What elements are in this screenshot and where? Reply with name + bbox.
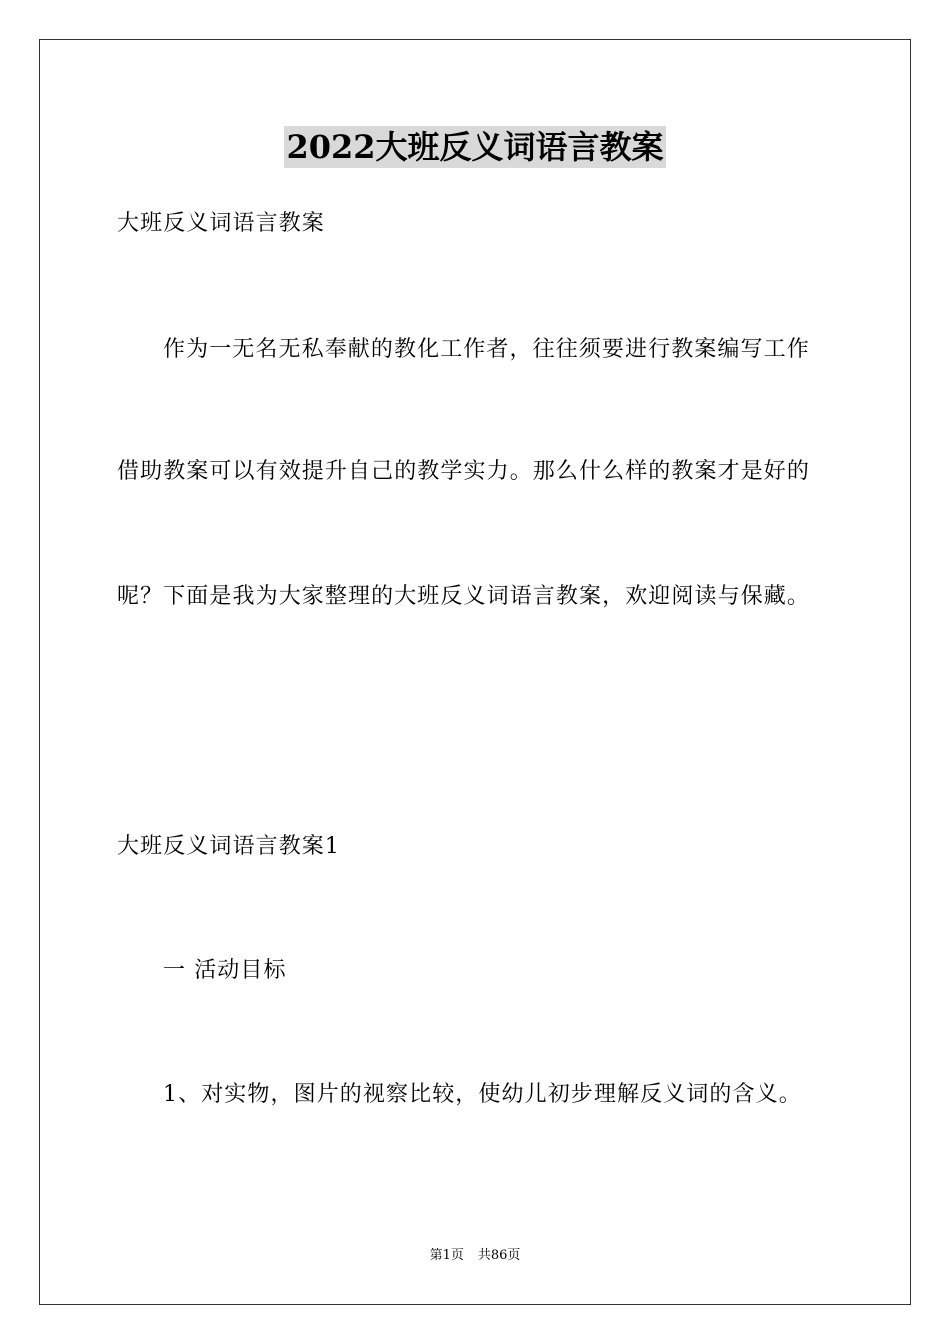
paragraph-line-2: 借助教案可以有效提升自己的教学实力。那么什么样的教案才是好的 xyxy=(117,459,811,484)
paragraph-line-1: 作为一无名无私奉献的教化工作者，往往须要进行教案编写工作 xyxy=(163,337,810,362)
document-title: 2022大班反义词语言教案 xyxy=(286,128,664,166)
activity-goals-heading: 一 活动目标 xyxy=(163,958,287,983)
total-pages: 共86页 xyxy=(477,1248,521,1263)
page-footer xyxy=(0,1247,950,1265)
section-heading: 大班反义词语言教案1 xyxy=(117,834,340,859)
page-number: 第1页 xyxy=(429,1248,464,1263)
paragraph-line-3: 呢？下面是我为大家整理的大班反义词语言教案，欢迎阅读与保藏。 xyxy=(117,584,811,609)
title-container xyxy=(0,126,950,168)
document-subtitle: 大班反义词语言教案 xyxy=(117,211,325,236)
list-item: 1、对实物，图片的视察比较，使幼儿初步理解反义词的含义。 xyxy=(163,1082,802,1107)
